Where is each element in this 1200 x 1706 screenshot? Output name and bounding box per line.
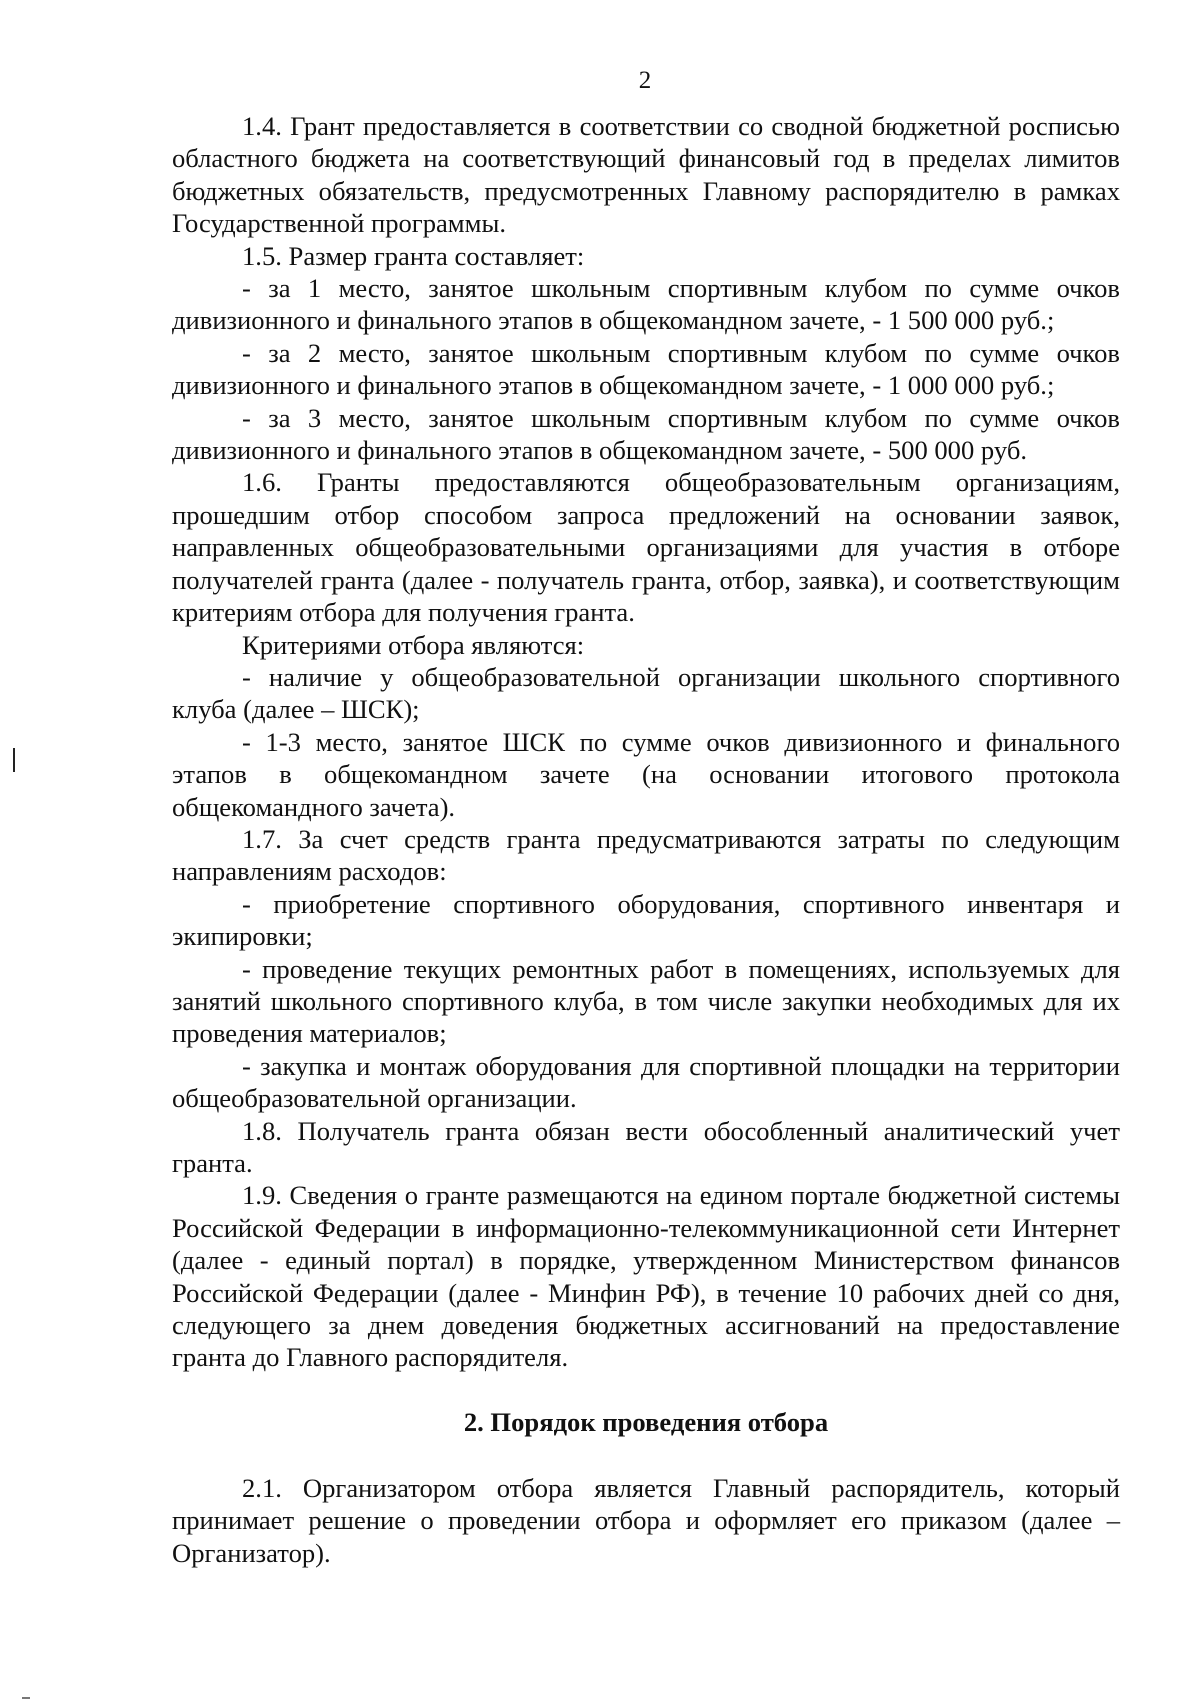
criterion-place: - 1-3 место, занятое ШСК по сумме очков дивизионного и финального этапов в общекомандном зачете (на основании итогового протокола общекомандного зачета). [172, 726, 1120, 822]
paragraph-1-9: 1.9. Сведения о гранте размещаются на едином портале бюджетной системы Российской Федерации в информационно-телекоммуникационной сети Интернет (далее - единый портал) в порядке, утвержденном Министерством финансов Российской Федерации (далее - Минфин РФ), в течение 10 рабочих дней со дня, следующего за днем доведения бюджетных ассигнований на предоставление гранта до Главного распорядителя. [172, 1180, 1120, 1373]
paragraph-1-5: 1.5. Размер гранта составляет: [242, 240, 585, 271]
grant-place-2: - за 2 место, занятое школьным спортивным клубом по сумме очков дивизионного и финального этапов в общекомандном зачете, - 1 000 000 руб.; [172, 337, 1120, 401]
document-body [172, 110, 1120, 1569]
paragraph-2-1: 2.1. Организатором отбора является Главный распорядитель, который принимает решение о проведении отбора и оформляет его приказом (далее – Организатор). [172, 1472, 1120, 1568]
paragraph-1-4: 1.4. Грант предоставляется в соответствии со сводной бюджетной росписью областного бюджета на соответствующий финансовый год в пределах лимитов бюджетных обязательств, предусмотренных Главному распорядителю в рамках Государственной программы. [172, 111, 1120, 239]
grant-place-1: - за 1 место, занятое школьным спортивным клубом по сумме очков дивизионного и финального этапов в общекомандном зачете, - 1 500 000 руб.; [172, 273, 1120, 336]
expense-repairs: - проведение текущих ремонтных работ в помещениях, используемых для занятий школьного спортивного клуба, в том числе закупки необходимых для их проведения материалов; [172, 953, 1120, 1049]
criterion-shsk-presence: - наличие у общеобразовательной организации школьного спортивного клуба (далее – ШСК); [172, 661, 1120, 725]
page-number: 2 [638, 67, 652, 94]
grant-place-3: - за 3 место, занятое школьным спортивным клубом по сумме очков дивизионного и финального этапов в общекомандном зачете, - 500 000 руб. [172, 402, 1120, 466]
section-heading: 2. Порядок проведения отбора [463, 1406, 829, 1437]
scan-artifact-mark-bottom [22, 1697, 30, 1699]
criteria-intro: Критериями отбора являются: [242, 629, 585, 660]
expense-playground: - закупка и монтаж оборудования для спортивной площадки на территории общеобразовательной организации. [172, 1050, 1120, 1114]
expense-equipment: - приобретение спортивного оборудования, спортивного инвентаря и экипировки; [172, 888, 1120, 952]
paragraph-1-8: 1.8. Получатель гранта обязан вести обособленный аналитический учет гранта. [172, 1115, 1120, 1178]
paragraph-1-7: 1.7. За счет средств гранта предусматриваются затраты по следующим направлениям расходов: [172, 823, 1120, 887]
scan-artifact-mark [13, 748, 15, 772]
paragraph-1-6: 1.6. Гранты предоставляются общеобразовательным организациям, прошедшим отбор способом запроса предложений на основании заявок, направленных общеобразовательными организациями для участия в отборе получателей гранта (далее - получатель гранта, отбор, заявка), и соответствующим критериям отбора для получения гранта. [172, 467, 1120, 628]
